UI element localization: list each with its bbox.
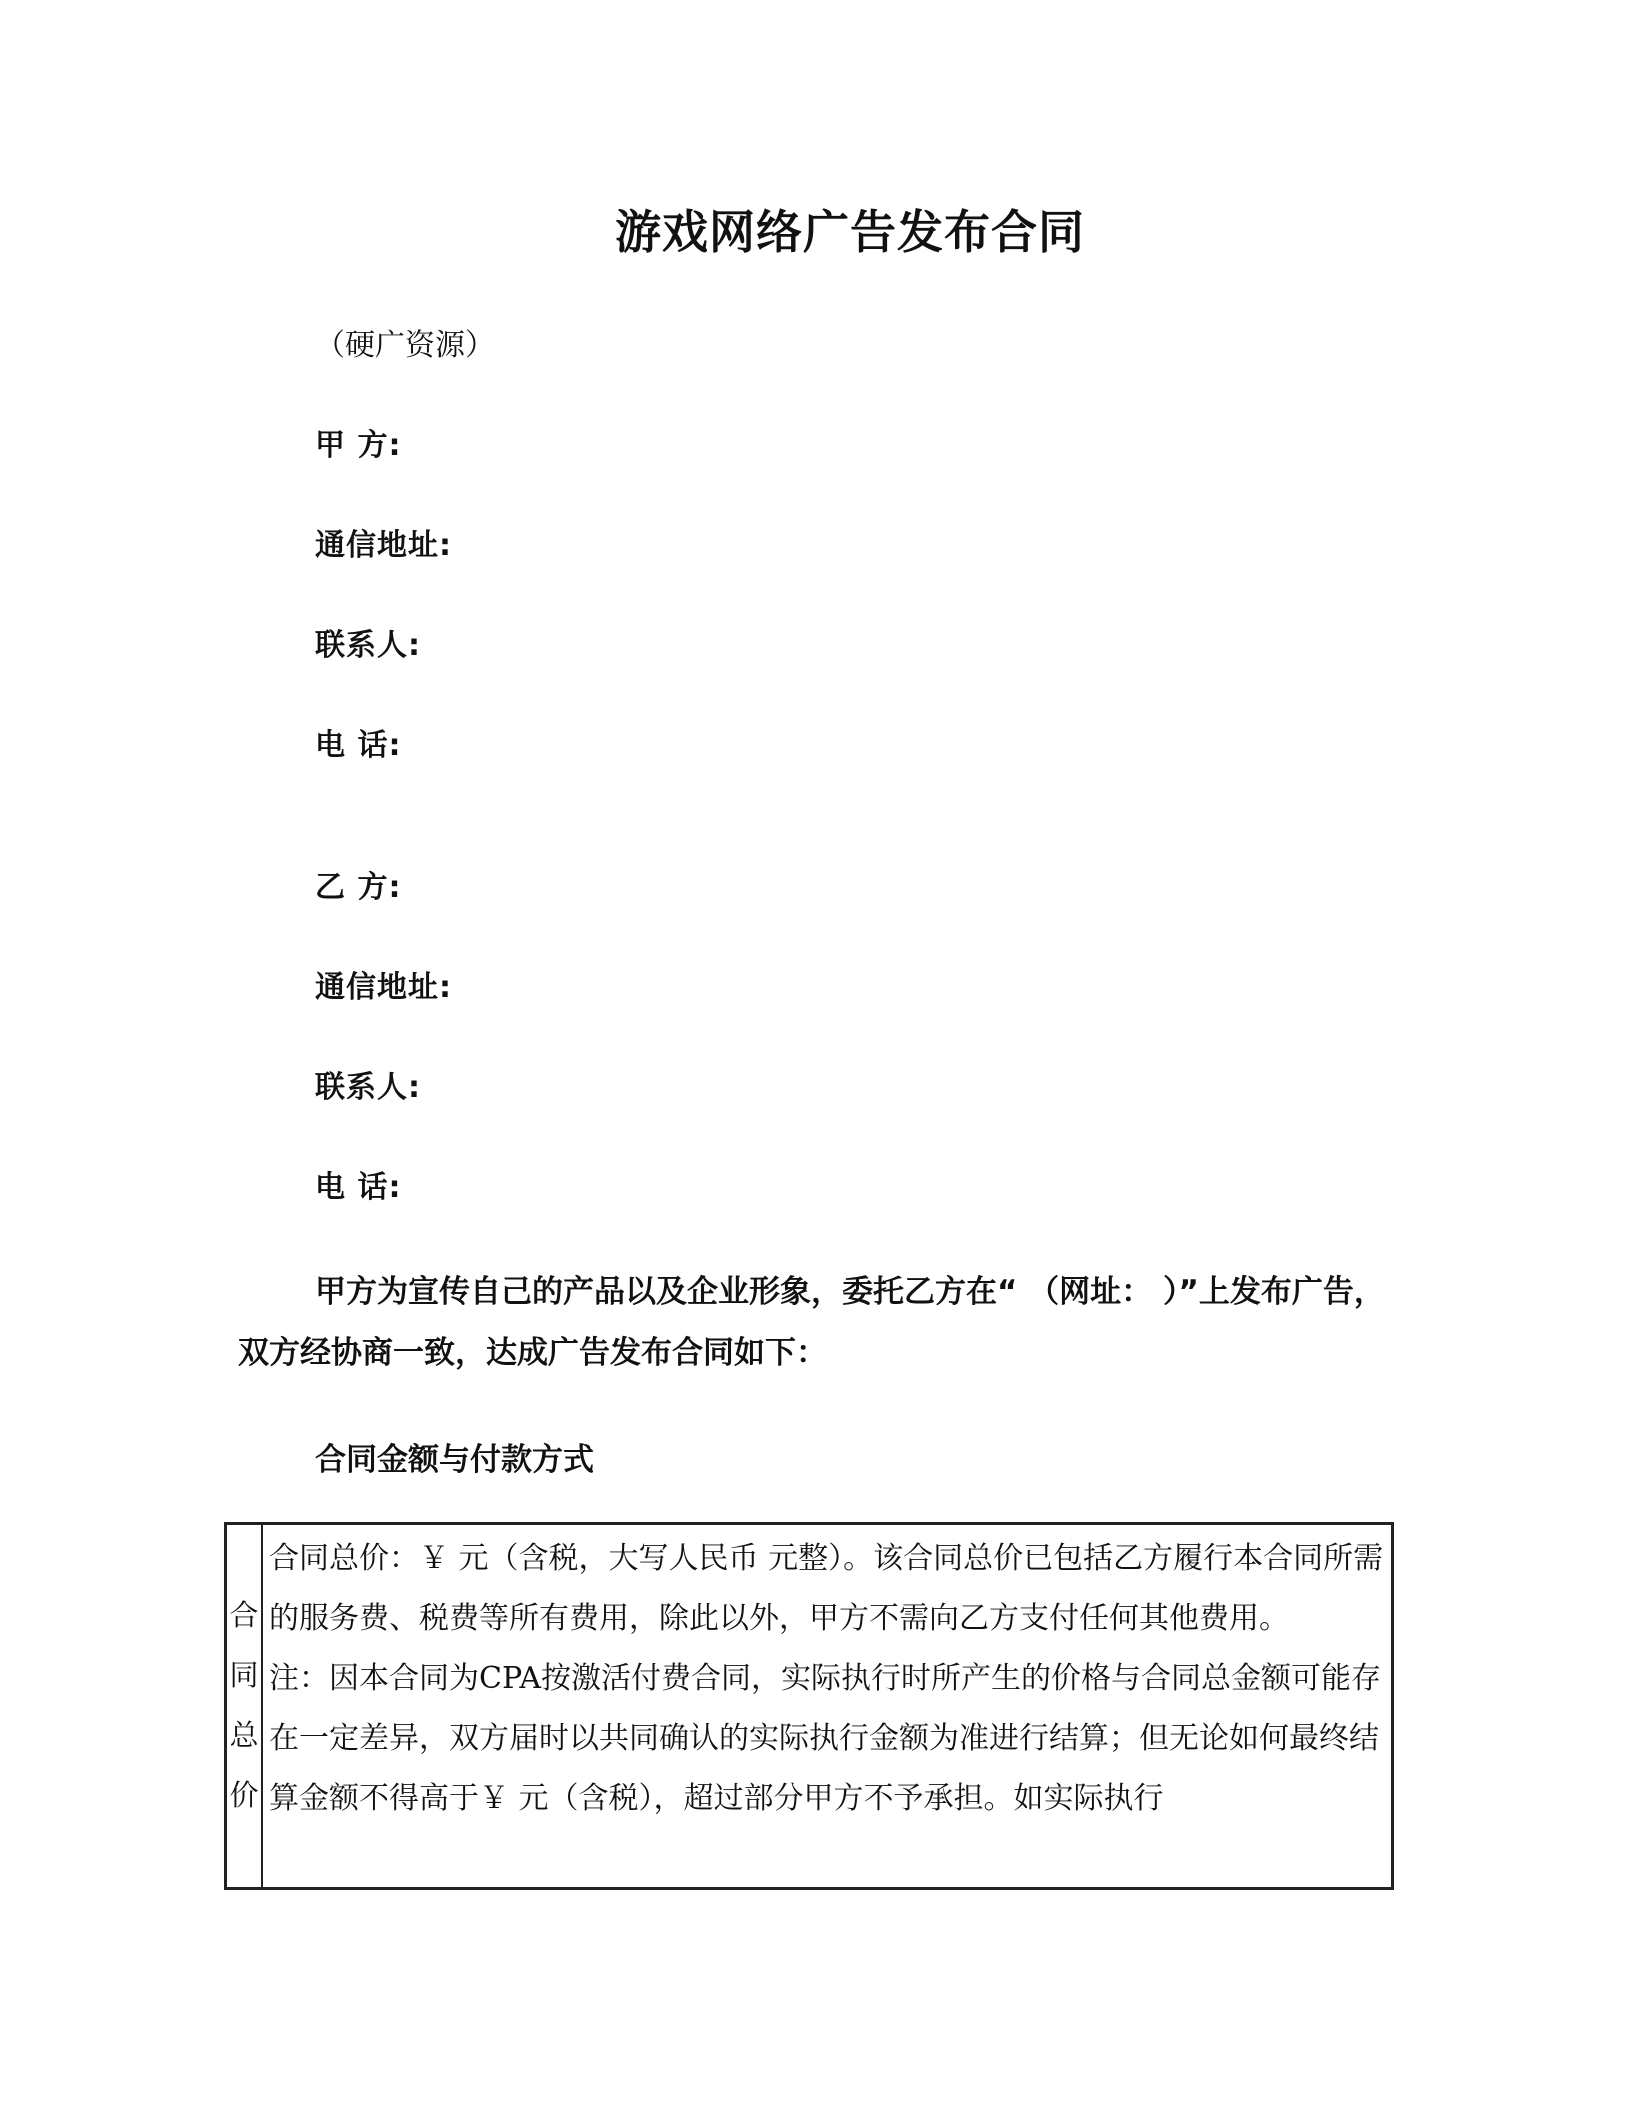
intro-paragraph: 甲方为宣传自己的产品以及企业形象，委托乙方在“ （网址： ）”上发布广告，双方经协商一致，达成广告发布合同如下： — [238, 1274, 1385, 1371]
party-b-phone-label: 电 话: — [315, 1170, 402, 1205]
party-a-address-label: 通信地址: — [315, 528, 452, 563]
table-row-label — [227, 1525, 263, 1887]
label-char: 价 — [229, 1778, 259, 1812]
contract-price-table — [224, 1522, 1394, 1890]
party-b-contact-label: 联系人: — [315, 1070, 421, 1105]
price-paragraph: 合同总价：￥ 元（含税，大写人民币 元整）。该合同总价已包括乙方履行本合同所需的服务费、税费等所有费用，除此以外，甲方不需向乙方支付任何其他费用。 — [269, 1541, 1384, 1636]
document-title: 游戏网络广告发布合同 — [615, 205, 1085, 259]
section-heading: 合同金额与付款方式 — [315, 1442, 594, 1478]
party-a-name-label: 甲 方: — [315, 428, 402, 463]
document-subtitle: （硬广资源） — [315, 328, 495, 363]
party-a-contact-label: 联系人: — [315, 628, 421, 663]
label-char: 总 — [229, 1718, 259, 1752]
label-char: 合 — [229, 1598, 259, 1632]
table-cell-content — [263, 1525, 1391, 1887]
note-paragraph: 注：因本合同为CPA按激活付费合同，实际执行时所产生的价格与合同总金额可能存在一定差异，双方届时以共同确认的实际执行金额为准进行结算；但无论如何最终结算金额不得高于￥ 元（含税），超过部分甲方不予承担。如实际执行 — [269, 1661, 1382, 1816]
label-char: 同 — [229, 1658, 259, 1692]
party-b-address-label: 通信地址: — [315, 970, 452, 1005]
party-a-phone-label: 电 话: — [315, 728, 402, 763]
party-b-name-label: 乙 方: — [315, 870, 402, 905]
